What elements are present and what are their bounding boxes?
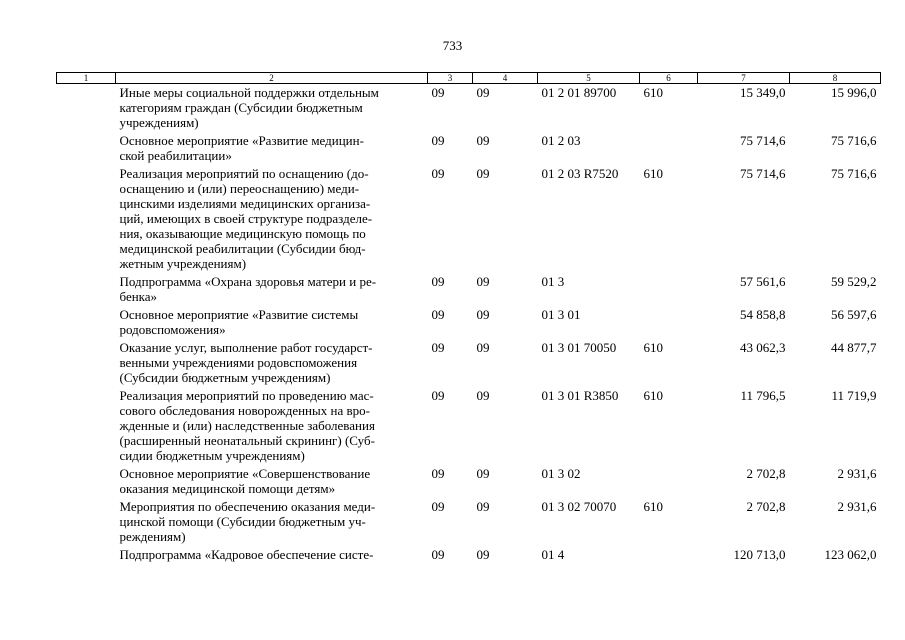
- item-name-line: Основное мероприятие «Совершенствование: [119, 466, 371, 481]
- item-name-line: (расширенный неонатальный скрининг) (Суб-: [119, 433, 375, 448]
- cell-item-name: [116, 339, 428, 387]
- cell-expense-type: [640, 465, 698, 498]
- table-row: [57, 339, 881, 387]
- item-name-line: медицинской реабилитации (Субсидии бюд-: [119, 241, 366, 256]
- item-name-line: реждениям): [119, 529, 186, 544]
- cell-target-article: 01 4: [541, 547, 565, 562]
- column-header: 6: [640, 73, 698, 84]
- cell-amount-year2: 75 716,6: [831, 166, 877, 181]
- cell-subsection: 09: [476, 307, 490, 322]
- cell-target-article: 01 2 01 89700: [541, 85, 617, 100]
- item-name-line: оснащению и (или) переоснащению) меди-: [119, 181, 360, 196]
- cell-item-name: [116, 387, 428, 465]
- cell-target-article: 01 3 02: [541, 466, 581, 481]
- item-name-line: Подпрограмма «Кадровое обеспечение систе-: [119, 547, 374, 562]
- item-name-line: венными учреждениями родовспоможения: [119, 355, 358, 370]
- cell-amount-year2: 2 931,6: [837, 466, 877, 481]
- item-name-line: сового обследования новорожденных на вро-: [119, 403, 370, 418]
- cell-item-name: [116, 132, 428, 165]
- cell-amount-year2: 2 931,6: [837, 499, 877, 514]
- table-row: [57, 84, 881, 133]
- column-header: 4: [473, 73, 538, 84]
- cell-amount-year1: 54 858,8: [740, 307, 786, 322]
- item-name-line: Оказание услуг, выполнение работ государст-: [119, 340, 373, 355]
- cell-subsection: 09: [476, 466, 490, 481]
- cell-expense-type: [640, 306, 698, 339]
- cell-item-name: [116, 165, 428, 273]
- cell-target-article: 01 3: [541, 274, 565, 289]
- item-name-line: родовспоможения»: [119, 322, 226, 337]
- cell-amount-year2: 44 877,7: [831, 340, 877, 355]
- cell-empty: [57, 273, 116, 306]
- cell-empty: [57, 165, 116, 273]
- table-row: [57, 465, 881, 498]
- cell-target-article: 01 3 02 70070: [541, 499, 617, 514]
- item-name-line: цинскими изделиями медицинских организа-: [119, 196, 371, 211]
- item-name-line: Мероприятия по обеспечению оказания меди-: [119, 499, 376, 514]
- cell-empty: [57, 498, 116, 546]
- cell-subsection: 09: [476, 133, 490, 148]
- table-row: [57, 546, 881, 564]
- cell-amount-year1: 120 713,0: [733, 547, 786, 562]
- cell-subsection: 09: [476, 388, 490, 403]
- item-name-line: ской реабилитации»: [119, 148, 232, 163]
- cell-expense-type: 610: [643, 166, 663, 181]
- cell-item-name: [116, 465, 428, 498]
- cell-amount-year1: 57 561,6: [740, 274, 786, 289]
- cell-section: 09: [431, 166, 445, 181]
- item-name-line: ния, оказывающие медицинскую помощь по: [119, 226, 366, 241]
- column-header: 1: [57, 73, 116, 84]
- cell-expense-type: [640, 546, 698, 564]
- cell-subsection: 09: [476, 85, 490, 100]
- cell-amount-year1: 75 714,6: [740, 133, 786, 148]
- cell-empty: [57, 339, 116, 387]
- cell-target-article: 01 3 01 70050: [541, 340, 617, 355]
- cell-amount-year1: 15 349,0: [740, 85, 786, 100]
- column-header: 2: [116, 73, 428, 84]
- item-name-line: Реализация мероприятий по проведению мас-: [119, 388, 374, 403]
- cell-amount-year2: 123 062,0: [824, 547, 877, 562]
- cell-target-article: 01 3 01: [541, 307, 581, 322]
- cell-empty: [57, 387, 116, 465]
- item-name-line: бенка»: [119, 289, 158, 304]
- table-row: [57, 273, 881, 306]
- table-body: [57, 84, 881, 565]
- cell-item-name: [116, 546, 428, 564]
- cell-amount-year1: 75 714,6: [740, 166, 786, 181]
- cell-amount-year2: 59 529,2: [831, 274, 877, 289]
- item-name-line: цинской помощи (Субсидии бюджетным уч-: [119, 514, 366, 529]
- cell-amount-year2: 75 716,6: [831, 133, 877, 148]
- cell-amount-year2: 56 597,6: [831, 307, 877, 322]
- cell-amount-year1: 2 702,8: [746, 499, 786, 514]
- cell-target-article: 01 3 01 R3850: [541, 388, 619, 403]
- cell-section: 09: [431, 499, 445, 514]
- table-row: [57, 306, 881, 339]
- item-name-line: Основное мероприятие «Развитие медицин-: [119, 133, 364, 148]
- cell-amount-year2: 11 719,9: [831, 388, 877, 403]
- cell-amount-year1: 43 062,3: [740, 340, 786, 355]
- cell-target-article: 01 2 03 R7520: [541, 166, 619, 181]
- table-row: [57, 498, 881, 546]
- cell-amount-year1: 11 796,5: [740, 388, 786, 403]
- cell-section: 09: [431, 340, 445, 355]
- column-header: 5: [538, 73, 640, 84]
- cell-subsection: 09: [476, 499, 490, 514]
- item-name-line: Иные меры социальной поддержки отдельным: [119, 85, 379, 100]
- cell-empty: [57, 84, 116, 133]
- cell-empty: [57, 306, 116, 339]
- cell-expense-type: 610: [643, 499, 663, 514]
- item-name-line: оказания медицинской помощи детям»: [119, 481, 336, 496]
- cell-section: 09: [431, 274, 445, 289]
- cell-section: 09: [431, 388, 445, 403]
- cell-subsection: 09: [476, 166, 490, 181]
- cell-subsection: 09: [476, 274, 490, 289]
- cell-expense-type: 610: [643, 85, 663, 100]
- cell-item-name: [116, 273, 428, 306]
- item-name-line: ций, имеющих в своей структуре подразделе-: [119, 211, 373, 226]
- table-row: [57, 387, 881, 465]
- cell-subsection: 09: [476, 547, 490, 562]
- item-name-line: (Субсидии бюджетным учреждениям): [119, 370, 331, 385]
- cell-expense-type: [640, 273, 698, 306]
- column-header: 3: [428, 73, 473, 84]
- item-name-line: Основное мероприятие «Развитие системы: [119, 307, 359, 322]
- cell-empty: [57, 546, 116, 564]
- item-name-line: жденные и (или) наследственные заболевания: [119, 418, 375, 433]
- cell-amount-year1: 2 702,8: [746, 466, 786, 481]
- cell-section: 09: [431, 307, 445, 322]
- cell-empty: [57, 465, 116, 498]
- column-number-row: [57, 73, 881, 84]
- cell-section: 09: [431, 466, 445, 481]
- table-row: [57, 132, 881, 165]
- cell-subsection: 09: [476, 340, 490, 355]
- table-row: [57, 165, 881, 273]
- item-name-line: Реализация мероприятий по оснащению (до-: [119, 166, 369, 181]
- column-header: 7: [698, 73, 790, 84]
- item-name-line: учреждениям): [119, 115, 199, 130]
- cell-item-name: [116, 306, 428, 339]
- page-number: 733: [442, 38, 463, 53]
- cell-section: 09: [431, 133, 445, 148]
- cell-expense-type: [640, 132, 698, 165]
- item-name-line: сидии бюджетным учреждениям): [119, 448, 305, 463]
- cell-expense-type: 610: [643, 388, 663, 403]
- cell-expense-type: 610: [643, 340, 663, 355]
- cell-empty: [57, 132, 116, 165]
- cell-item-name: [116, 498, 428, 546]
- cell-section: 09: [431, 85, 445, 100]
- item-name-line: жетным учреждениям): [119, 256, 247, 271]
- cell-target-article: 01 2 03: [541, 133, 581, 148]
- cell-amount-year2: 15 996,0: [831, 85, 877, 100]
- column-header: 8: [790, 73, 881, 84]
- cell-item-name: [116, 84, 428, 133]
- item-name-line: Подпрограмма «Охрана здоровья матери и ре-: [119, 274, 377, 289]
- budget-table: [56, 72, 881, 564]
- cell-section: 09: [431, 547, 445, 562]
- item-name-line: категориям граждан (Субсидии бюджетным: [119, 100, 363, 115]
